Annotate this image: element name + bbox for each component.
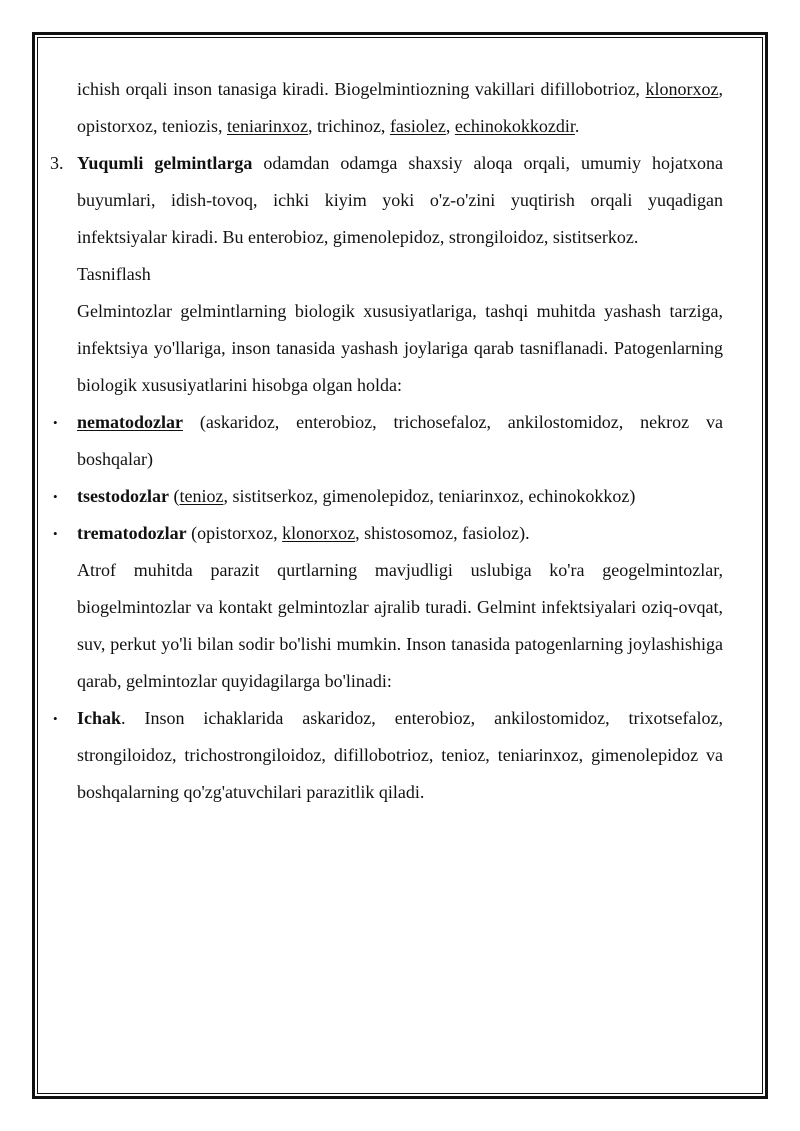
intro-text: . [574,116,580,136]
item-term: Ichak [77,708,122,728]
link-teniarinxoz[interactable]: teniarinxoz [226,116,308,136]
environment-paragraph: Atrof muhitda parazit qurtlarning mavjudligi uslubiga ko'ra geogelmintozlar, biogelmintozlar va kontakt gelmintozlar ajralib turadi. Gelmint infektsiyalari oziq-ovqat, suv, perkut yo'li bilan sodir bo'lishi mumkin. Inson tanasida patogenlarning joylashishiga qarab, gelmintozlar quyidagilarga bo'linadi: [77,560,723,691]
link-echinokokkozdir[interactable]: echinokokkozdir [454,116,575,136]
bullet-item-trematodes [53,515,723,552]
section-heading: Tasniflash [77,264,151,284]
bullet-item-cestodes [53,478,723,515]
item-text: . Inson ichaklarida askaridoz, enterobioz, ankilostomidoz, trixotsefaloz, strongiloidoz, trichostrongiloidoz, difillobotrioz, tenioz, teniarinxoz, gimenolepidoz va boshqalarning qo'zg'atuvchilari parazitlik qiladi. [77,708,723,802]
bullet-item-intestine [53,700,723,811]
item-text: , shistosomoz, fasioloz). [355,523,530,543]
link-tenioz[interactable]: tenioz [179,486,224,506]
bullet-icon: • [53,415,58,430]
item-term: trematodozlar [77,523,187,543]
item-text: (askaridoz, enterobioz, trichosefaloz, ankilostomidoz, nekroz va boshqalar) [77,412,723,469]
link-fasiolez[interactable]: fasiolez [389,116,446,136]
link-nematodozlar[interactable]: nematodozlar [77,412,183,432]
intro-paragraph [77,71,723,145]
item-text: (opistorxoz, [186,523,283,543]
bullet-item-nematodes [53,404,723,478]
item-term: tsestodozlar [77,486,169,506]
intro-text: ichish orqali inson tanasiga kiradi. Biogelmintiozning vakillari difillobotrioz, [77,79,646,99]
link-klonorxoz[interactable]: klonorxoz [282,523,356,543]
link-klonorxoz[interactable]: klonorxoz [645,79,719,99]
list-number: 3. [50,153,64,173]
item-text: ( [168,486,180,506]
item-term: Yuqumli gelmintlarga [77,153,253,173]
bullet-icon: • [53,711,58,726]
intro-text: , trichinoz, [307,116,390,136]
bullet-icon: • [53,526,58,541]
item-text: odamdan odamga shaxsiy aloqa orqali, umumiy hojatxona buyumlari, idish-tovoq, ichki kiyim yoki o'z-o'zini yuqtirish orqali yuqadigan infektsiyalar kiradi. Bu enterobioz, gimenolepidoz, strongiloidoz, sistitserkoz. [77,153,723,247]
classification-paragraph: Gelmintozlar gelmintlarning biologik xususiyatlariga, tashqi muhitda yashash tarziga, infektsiya yo'llariga, inson tanasida yashash joylariga qarab tasniflanadi. Patogenlarning biologik xususiyatlarini hisobga olgan holda: [77,301,723,395]
bullet-icon: • [53,489,58,504]
intro-text: , [445,116,455,136]
numbered-item-3 [50,145,723,256]
document-body [50,71,723,811]
item-text: , sistitserkoz, gimenolepidoz, teniarinxoz, echinokokkoz) [223,486,636,506]
intro-text: , opistorxoz, teniozis, [77,79,723,136]
